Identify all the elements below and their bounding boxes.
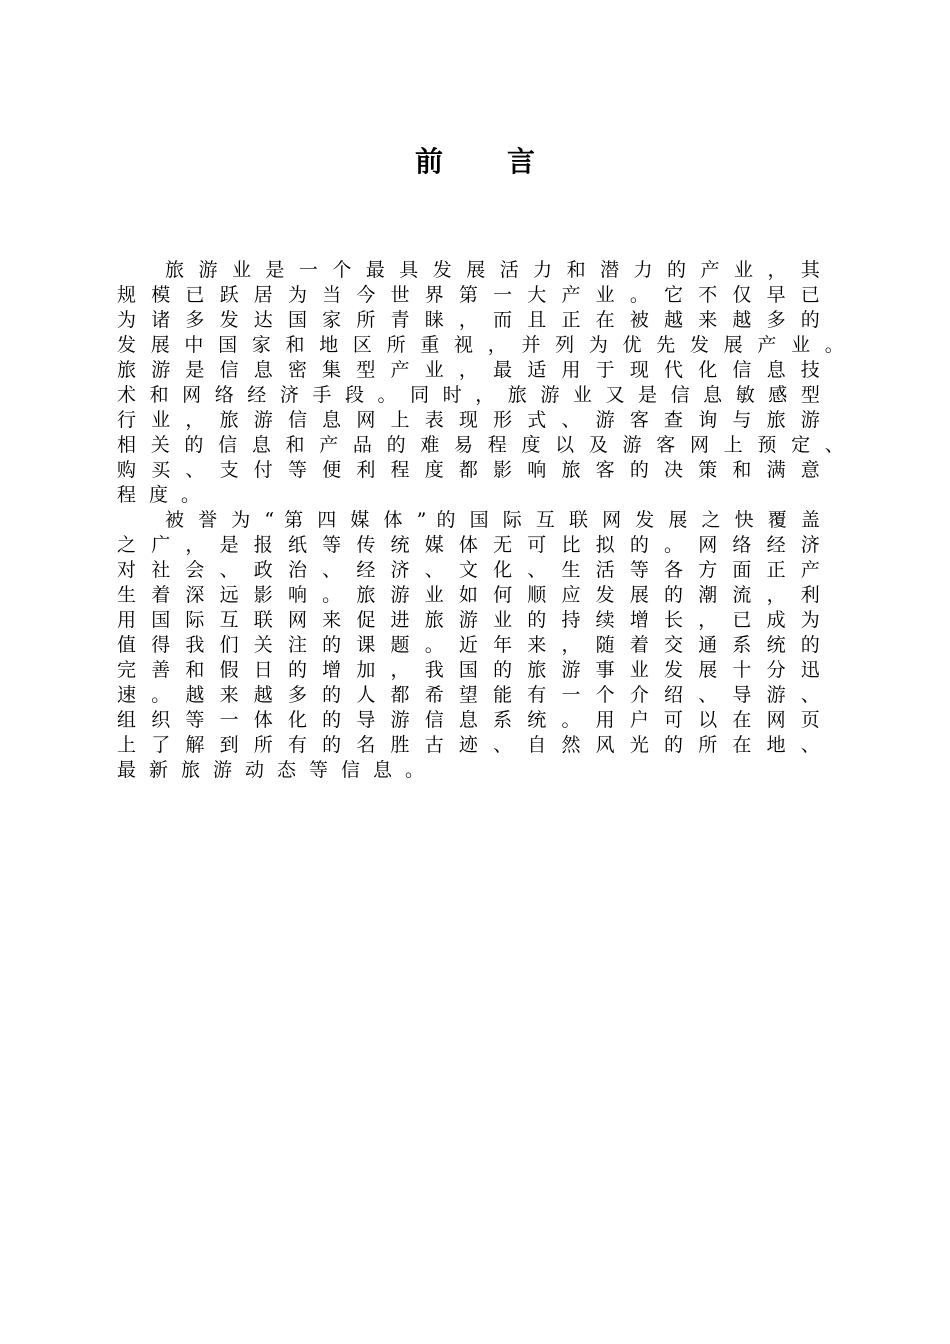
- document-body: [117, 258, 857, 783]
- text-line-content: 程度。: [117, 484, 214, 506]
- text-line: 旅 游 是 信 息 密 集 型 产 业 ， 最 适 用 于 现 代 化 信 息 技: [117, 359, 820, 381]
- text-line: 旅 游 业 是 一 个 最 具 发 展 活 力 和 潜 力 的 产 业 ， 其: [165, 259, 820, 281]
- text-line: 被 誉 为 “ 第 四 媒 体 ” 的 国 际 互 联 网 发 展 之 快 覆 盖: [165, 509, 820, 531]
- text-line-content: 最新旅游动态等信息。: [117, 759, 438, 781]
- text-line: 生 着 深 远 影 响 。 旅 游 业 如 何 顺 应 发 展 的 潮 流 ， 利: [117, 584, 820, 606]
- paragraph-2: [117, 508, 857, 783]
- text-line: 组 织 等 一 体 化 的 导 游 信 息 系 统 。 用 户 可 以 在 网 页: [117, 709, 820, 731]
- text-line: 行 业 ， 旅 游 信 息 网 上 表 现 形 式 、 游 客 查 询 与 旅 游: [117, 409, 820, 431]
- text-line-last: [117, 758, 820, 783]
- text-line: 为 诸 多 发 达 国 家 所 青 睐 ， 而 且 正 在 被 越 来 越 多 的: [117, 309, 820, 331]
- text-line: 之 广 ， 是 报 纸 等 传 统 媒 体 无 可 比 拟 的 。 网 络 经 济: [117, 534, 820, 556]
- text-line: 速 。 越 来 越 多 的 人 都 希 望 能 有 一 个 介 绍 、 导 游 、: [117, 684, 820, 706]
- text-line: 规 模 已 跃 居 为 当 今 世 界 第 一 大 产 业 。 它 不 仅 早 已: [117, 284, 820, 306]
- text-line: 上 了 解 到 所 有 的 名 胜 古 迹 、 自 然 风 光 的 所 在 地 、: [117, 734, 820, 756]
- text-line-last: [117, 483, 820, 508]
- paragraph-1: [117, 258, 857, 508]
- text-line: 用 国 际 互 联 网 来 促 进 旅 游 业 的 持 续 增 长 ， 已 成 为: [117, 609, 820, 631]
- text-line: 发 展 中 国 家 和 地 区 所 重 视 ， 并 列 为 优 先 发 展 产 业 。: [117, 334, 844, 356]
- page-title: 前言: [414, 145, 599, 178]
- text-line: 相 关 的 信 息 和 产 品 的 难 易 程 度 以 及 游 客 网 上 预 定 、: [117, 434, 844, 456]
- text-line: 购 买 、 支 付 等 便 利 程 度 都 影 响 旅 客 的 决 策 和 满 意: [117, 459, 820, 481]
- text-line: 值 得 我 们 关 注 的 课 题 。 近 年 来 ， 随 着 交 通 系 统 的: [117, 634, 820, 656]
- text-line: 完 善 和 假 日 的 增 加 ， 我 国 的 旅 游 事 业 发 展 十 分 迅: [117, 659, 820, 681]
- text-line: 术 和 网 络 经 济 手 段 。 同 时 ， 旅 游 业 又 是 信 息 敏 感 型: [117, 384, 820, 406]
- text-line: 对 社 会 、 政 治 、 经 济 、 文 化 、 生 活 等 各 方 面 正 产: [117, 559, 820, 581]
